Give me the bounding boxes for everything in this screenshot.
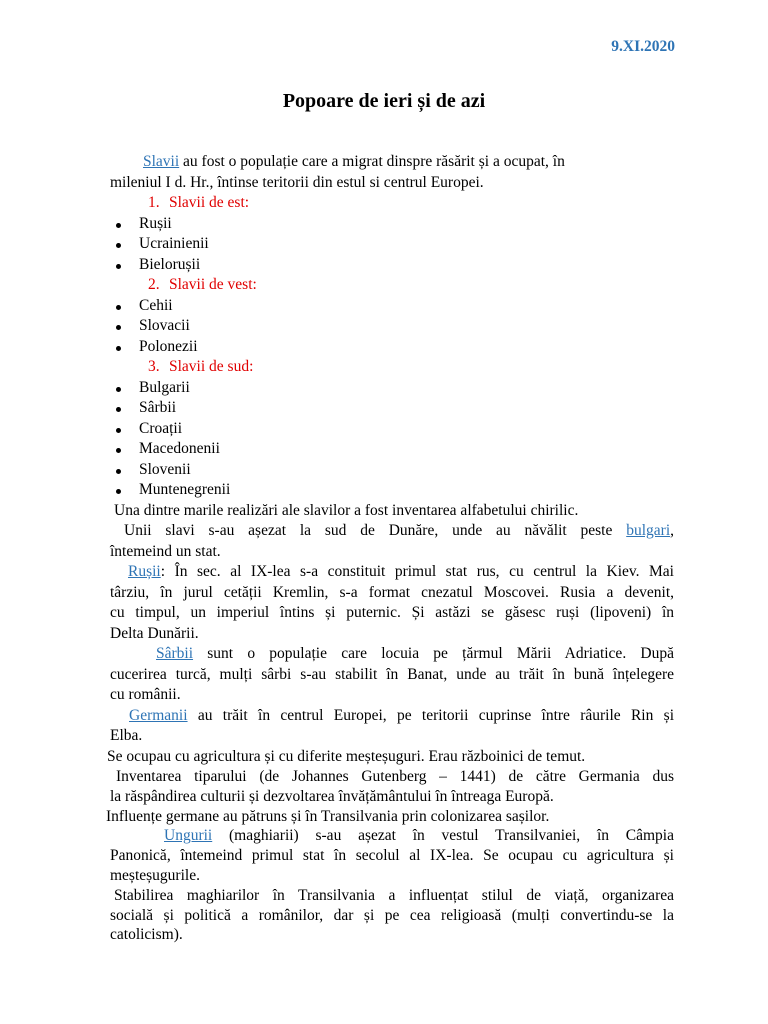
bullet-icon	[116, 489, 121, 494]
intro-line-1	[110, 152, 674, 173]
paragraph-germanii-line-3: Se ocupau cu agricultura și cu diferite meșteșuguri. Erau războinici de temut.	[107, 747, 586, 765]
group-heading-west	[110, 275, 674, 296]
bullet-icon	[116, 407, 121, 412]
paragraph-rusii-line-2: târziu, în jurul cetății Kremlin, s-a format cnezatul Moscovei. Rusia a devenit,	[110, 583, 674, 601]
bullet-icon	[116, 325, 121, 330]
paragraph-text: ,	[670, 522, 674, 539]
group-label: Slavii de sud:	[169, 358, 254, 375]
list-item	[110, 316, 674, 337]
sarbii-link[interactable]: Sârbii	[156, 645, 194, 662]
bullet-icon	[116, 264, 121, 269]
paragraph-stabilirea-line-2: socială și politică a românilor, dar și pe cea religioasă (mulți convertindu-se la	[110, 906, 674, 924]
paragraph-stabilirea-line-3: catolicism).	[110, 926, 183, 944]
paragraph-bulgari-line-1	[110, 521, 674, 542]
paragraph-text: (maghiarii) s-au așezat în vestul Transilvaniei, în Câmpia	[212, 827, 674, 845]
list-item-label: Bielorușii	[139, 255, 201, 273]
intro-line-2: mileniul I d. Hr., întinse teritorii din estul si centrul Europei.	[110, 173, 484, 191]
list-item-label: Ucrainienii	[139, 235, 209, 252]
paragraph-rusii-line-1	[110, 562, 674, 583]
paragraph-germanii-line-1	[110, 706, 674, 727]
ungurii-link[interactable]: Ungurii	[164, 827, 213, 845]
paragraph-tipar-line-1: Inventarea tiparului (de Johannes Gutenberg – 1441) de către Germania dus	[116, 768, 674, 785]
document-title: Popoare de ieri și de azi	[282, 90, 486, 112]
paragraph-sarbii-line-2: cucerirea turcă, mulți sârbi s-au stabilit în Banat, unde au trăit în bună înțelegere	[110, 665, 674, 683]
list-item-label: Slovenii	[139, 460, 191, 478]
germanii-link[interactable]: Germanii	[129, 706, 188, 724]
paragraph-bulgari-line-2: întemeind un stat.	[110, 542, 221, 560]
list-item	[110, 439, 674, 460]
bullet-icon	[116, 387, 121, 392]
paragraph-rusii-line-4: Delta Dunării.	[110, 624, 199, 642]
rusii-link[interactable]: Rușii	[128, 563, 161, 580]
bullet-icon	[116, 305, 121, 310]
paragraph-sarbii-line-3: cu românii.	[110, 686, 181, 703]
group-label: Slavii de est:	[169, 194, 250, 211]
list-item-label: Bulgarii	[139, 378, 190, 396]
list-item	[110, 255, 674, 276]
paragraph-sarbii-line-1	[110, 644, 674, 665]
list-item-label: Polonezii	[139, 337, 198, 355]
document-body	[106, 152, 674, 945]
list-item-label: Muntenegrenii	[139, 481, 231, 498]
list-item-label: Macedonenii	[139, 440, 220, 457]
paragraph-ungurii-line-1	[110, 826, 674, 846]
list-item	[110, 214, 674, 235]
paragraph-text: sunt o populație care locuia pe țărmul Mării Adriatice. După	[193, 645, 674, 662]
paragraph-stabilirea-line-1: Stabilirea maghiarilor în Transilvania a influențat stilul de viață, organizarea	[114, 886, 674, 904]
group-heading-east	[110, 193, 674, 214]
paragraph-chirilic: Una dintre marile realizări ale slavilor a fost inventarea alfabetului chirilic.	[114, 501, 579, 519]
list-item	[110, 337, 674, 358]
paragraph-tipar-line-2: la răspândirea culturii și dezvoltarea învățământului în întreaga Europă.	[110, 787, 554, 805]
paragraph-influente: Influențe germane au pătruns și în Transilvania prin colonizarea sașilor.	[106, 807, 550, 825]
paragraph-text: Unii slavi s-au așezat la sud de Dunăre, unde au năvălit peste	[124, 522, 613, 539]
bullet-icon	[116, 469, 121, 474]
list-item-label: Croații	[139, 419, 183, 437]
list-item-label: Cehii	[139, 296, 173, 314]
paragraph-text: au trăit în centrul Europei, pe teritorii cuprinse între râurile Rin și	[187, 706, 674, 724]
group-number: 1.	[148, 194, 160, 211]
list-item	[110, 296, 674, 317]
list-item	[110, 419, 674, 440]
paragraph-rusii-line-3: cu timpul, un imperiul întins și puternic. Și astăzi se găsesc ruși (lipoveni) în	[110, 604, 674, 621]
group-number: 3.	[148, 358, 160, 375]
group-label: Slavii de vest:	[169, 276, 257, 293]
list-item	[110, 398, 674, 419]
bullet-icon	[116, 243, 121, 248]
bullet-icon	[116, 223, 121, 228]
bulgari-link[interactable]: bulgari	[626, 522, 671, 539]
list-item-label: Rușii	[139, 214, 172, 232]
bullet-icon	[116, 346, 121, 351]
paragraph-germanii-line-2: Elba.	[110, 727, 143, 744]
bullet-icon	[116, 448, 121, 453]
list-item	[110, 460, 674, 481]
group-heading-south	[110, 357, 674, 378]
paragraph-ungurii-line-2: Panonică, întemeind primul stat în secolul al IX-lea. Se ocupau cu agricultura și	[110, 847, 674, 865]
list-item	[110, 378, 674, 399]
group-number: 2.	[148, 276, 160, 293]
slavii-link[interactable]: Slavii	[143, 153, 180, 170]
list-item-label: Slovacii	[139, 317, 190, 334]
list-item-label: Sârbii	[139, 399, 177, 416]
list-item	[110, 480, 674, 501]
paragraph-text: : În sec. al IX-lea s-a constituit primul stat rus, cu centrul la Kiev. Mai	[160, 563, 674, 580]
paragraph-ungurii-line-3: meșteșugurile.	[110, 866, 200, 884]
bullet-icon	[116, 428, 121, 433]
intro-text-1: au fost o populație care a migrat dinspre răsărit și a ocupat, în	[179, 153, 565, 170]
document-date: 9.XI.2020	[611, 38, 675, 55]
list-item	[110, 234, 674, 255]
